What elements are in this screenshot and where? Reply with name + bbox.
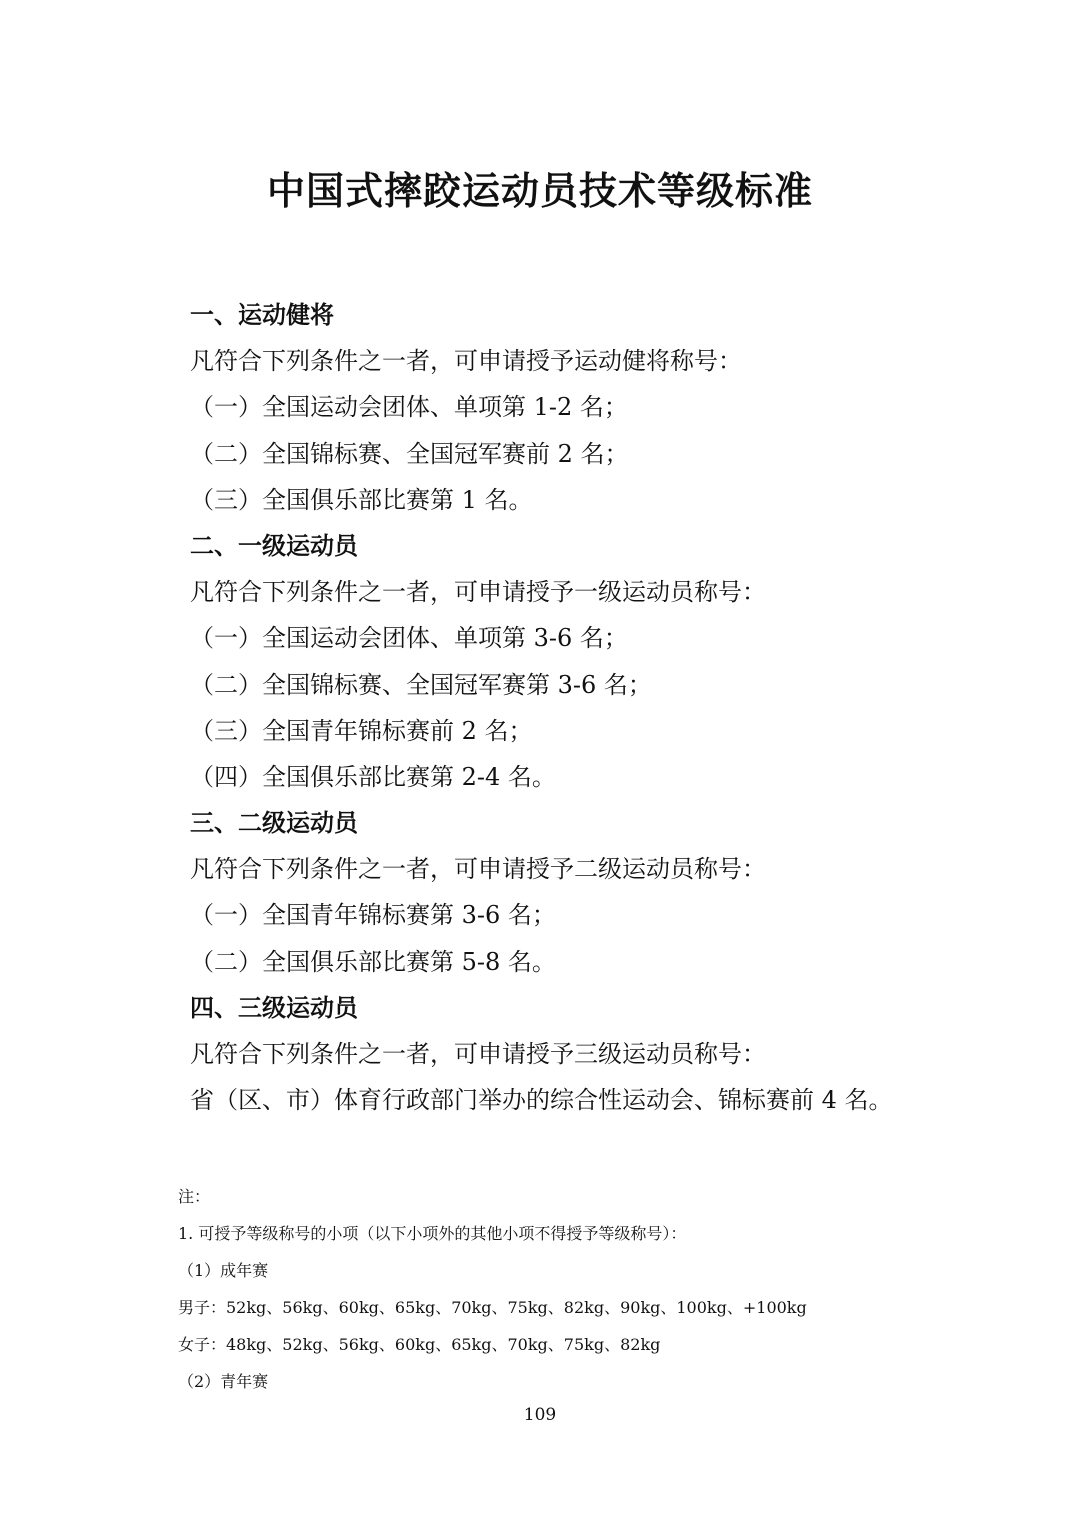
section-intro: 凡符合下列条件之一者，可申请授予运动健将称号： bbox=[190, 347, 742, 376]
note-line: （2）青年赛 bbox=[178, 1372, 269, 1391]
section-heading: 四、三级运动员 bbox=[190, 993, 358, 1022]
section-item: （二）全国锦标赛、全国冠军赛前 2 名； bbox=[190, 439, 629, 468]
page-number: 109 bbox=[523, 1405, 557, 1425]
section-heading: 二、一级运动员 bbox=[190, 531, 358, 560]
section-item: （一）全国运动会团体、单项第 3-6 名； bbox=[190, 624, 628, 653]
section-intro: 凡符合下列条件之一者，可申请授予二级运动员称号： bbox=[190, 855, 766, 884]
notes-block bbox=[178, 1178, 1038, 1400]
section-heading: 一、运动健将 bbox=[190, 301, 334, 329]
standards-body bbox=[190, 292, 1050, 1123]
section-item: （二）全国锦标赛、全国冠军赛第 3-6 名； bbox=[190, 670, 652, 699]
section-intro: 凡符合下列条件之一者，可申请授予一级运动员称号： bbox=[190, 578, 766, 607]
section-item: 省（区、市）体育行政部门举办的综合性运动会、锦标赛前 4 名。 bbox=[190, 1086, 893, 1115]
section-item: （一）全国运动会团体、单项第 1-2 名； bbox=[190, 393, 628, 422]
notes-label: 注： bbox=[178, 1187, 211, 1206]
section-item: （四）全国俱乐部比赛第 2-4 名。 bbox=[190, 762, 556, 791]
section-item: （三）全国俱乐部比赛第 1 名。 bbox=[190, 485, 533, 514]
section-heading: 三、二级运动员 bbox=[190, 809, 358, 838]
document-title: 中国式摔跤运动员技术等级标准 bbox=[266, 168, 813, 213]
section-intro: 凡符合下列条件之一者，可申请授予三级运动员称号： bbox=[190, 1040, 766, 1068]
section-item: （一）全国青年锦标赛第 3-6 名； bbox=[190, 901, 556, 930]
note-line: 1. 可授予等级称号的小项（以下小项外的其他小项不得授予等级称号）： bbox=[178, 1224, 687, 1243]
note-line: （1）成年赛 bbox=[178, 1261, 269, 1280]
section-item: （二）全国俱乐部比赛第 5-8 名。 bbox=[190, 947, 556, 976]
note-line: 女子：48kg、52kg、56kg、60kg、65kg、70kg、75kg、82kg bbox=[178, 1335, 661, 1354]
note-line: 男子：52kg、56kg、60kg、65kg、70kg、75kg、82kg、90kg、100kg、+100kg bbox=[178, 1298, 807, 1317]
section-item: （三）全国青年锦标赛前 2 名； bbox=[190, 716, 533, 745]
